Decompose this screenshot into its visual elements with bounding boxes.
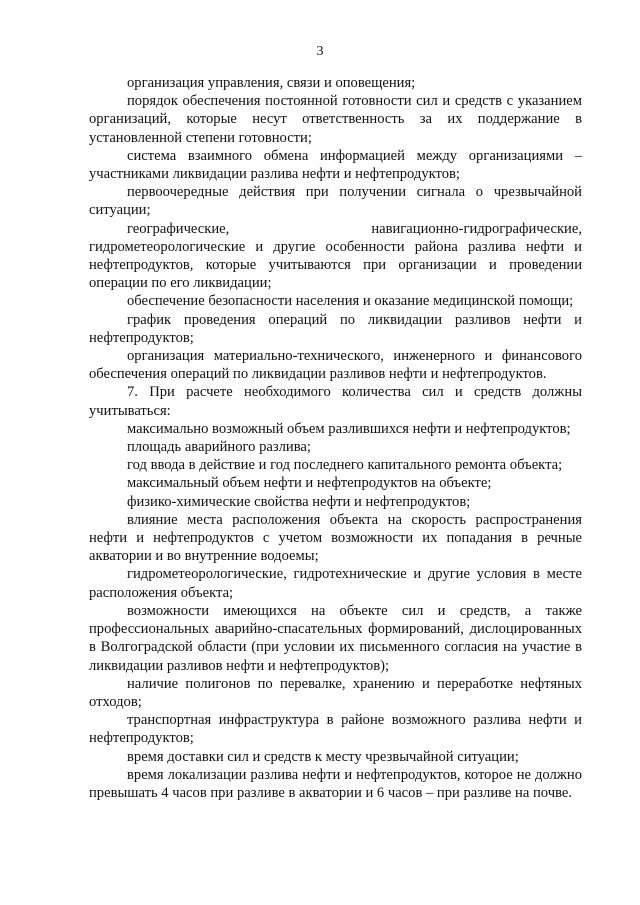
paragraph: организация управления, связи и оповещения;: [127, 75, 416, 91]
paragraph: гидрометеорологические, гидротехнические и другие условия в месте расположения объекта;: [89, 566, 582, 601]
paragraph: время локализации разлива нефти и нефтепродуктов, которое не должно превышать 4 часов при разливе в акватории и 6 часов – при разливе на почве.: [89, 766, 582, 801]
paragraph: 7. При расчете необходимого количества сил и средств должны учитываться:: [89, 384, 582, 419]
paragraph: организация материально-технического, инженерного и финансового обеспечения операций по ликвидации разливов нефти и нефтепродуктов.: [89, 348, 582, 383]
paragraph: год ввода в действие и год последнего капитального ремонта объекта;: [127, 457, 563, 474]
paragraph: возможности имеющихся на объекте сил и средств, а также профессиональных аварийно-спасательных формирований, дислоцированных в Волгоградской области (при условии их письменного согласия на участие в ликвидации разливов нефти и нефтепродуктов);: [89, 602, 582, 674]
paragraph: площадь аварийного разлива;: [127, 439, 311, 456]
paragraph: максимальный объем нефти и нефтепродуктов на объекте;: [127, 475, 492, 492]
paragraph: время доставки сил и средств к месту чрезвычайной ситуации;: [127, 748, 519, 765]
paragraph: первоочередные действия при получении сигнала о чрезвычайной ситуации;: [89, 184, 582, 219]
paragraph: наличие полигонов по перевалке, хранению и переработке нефтяных отходов;: [89, 675, 582, 710]
page-number: 3: [316, 44, 324, 59]
paragraph: географические, навигационно-гидрографические, гидрометеорологические и другие особенности района разлива нефти и нефтепродуктов, которые учитываются при организации и проведении операции по его ликвидации;: [89, 220, 582, 292]
paragraph: обеспечение безопасности населения и оказание медицинской помощи;: [127, 293, 574, 310]
paragraph: максимально возможный объем разлившихся нефти и нефтепродуктов;: [127, 420, 571, 437]
paragraph: график проведения операций по ликвидации разливов нефти и нефтепродуктов;: [89, 311, 582, 346]
document-body: [89, 74, 582, 802]
paragraph: влияние места расположения объекта на скорость распространения нефти и нефтепродуктов с учетом возможности их попадания в речные акватории и во внутренние водоемы;: [89, 511, 582, 565]
paragraph: физико-химические свойства нефти и нефтепродуктов;: [127, 493, 471, 510]
paragraph: порядок обеспечения постоянной готовности сил и средств с указанием организаций, которые несут ответственность за их поддержание в установленной степени готовности;: [89, 93, 582, 146]
paragraph: транспортная инфраструктура в районе возможного разлива нефти и нефтепродуктов;: [89, 712, 582, 747]
paragraph: система взаимного обмена информацией между организациями – участниками ликвидации разлива нефти и нефтепродуктов;: [89, 147, 582, 183]
